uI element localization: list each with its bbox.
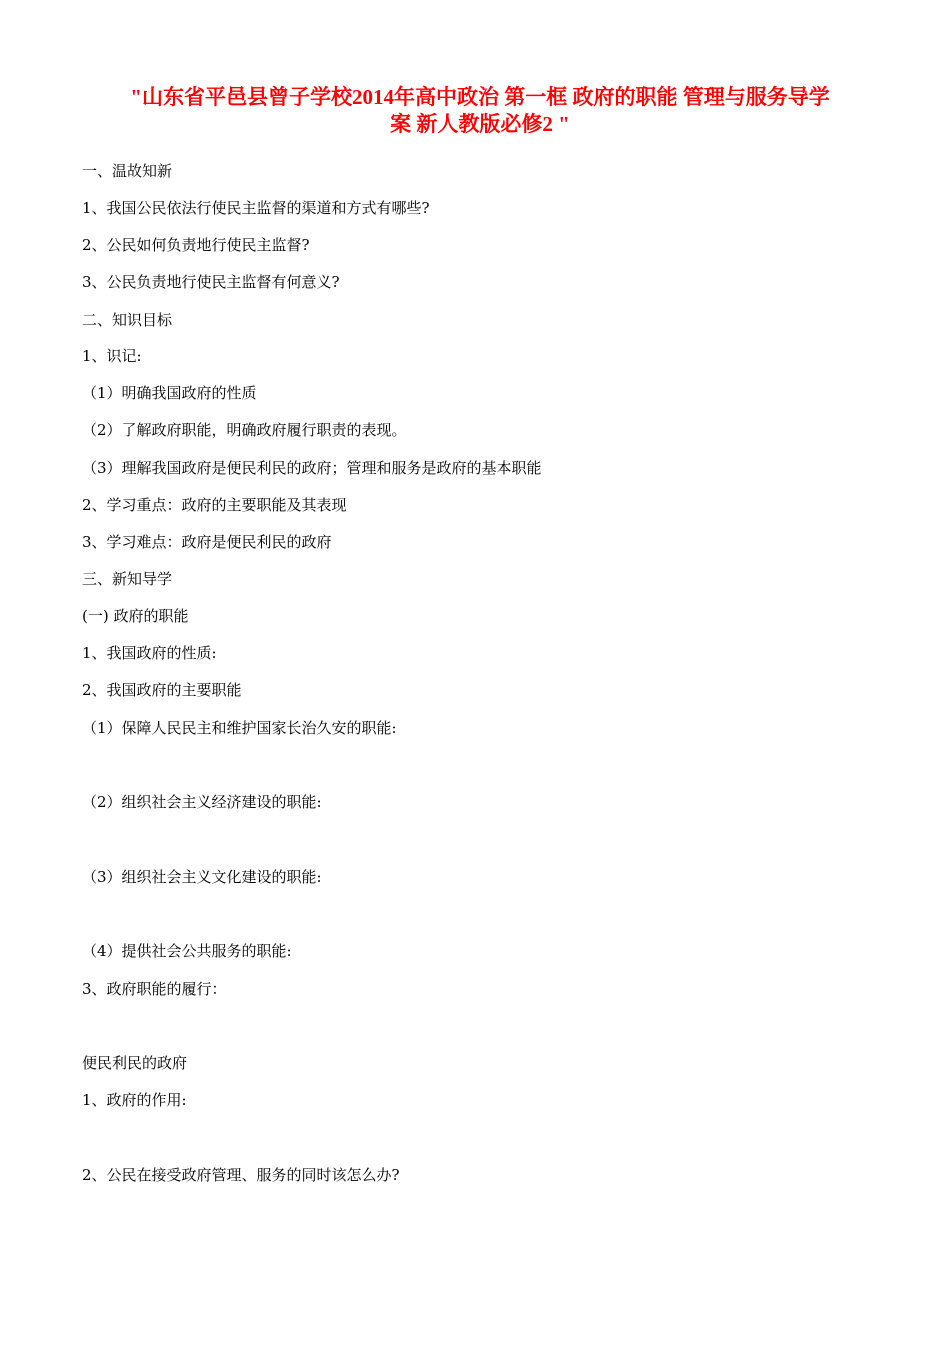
section-heading-new-knowledge: 三、新知导学	[82, 570, 173, 588]
question-government-role: 1、政府的作用:	[82, 1091, 187, 1109]
subsection-convenient-government: 便民利民的政府	[82, 1054, 188, 1072]
section-heading-goals: 二、知识目标	[82, 311, 173, 329]
question-citizen-response: 2、公民在接受政府管理、服务的同时该怎么办?	[82, 1166, 400, 1184]
function-item-4: （4）提供社会公共服务的职能:	[82, 942, 292, 960]
section-heading-review: 一、温故知新	[82, 162, 173, 180]
function-item-3: （3）组织社会主义文化建设的职能:	[82, 868, 322, 886]
goal-recall: 1、识记:	[82, 347, 142, 365]
difficult-point: 3、学习难点：政府是便民利民的政府	[82, 533, 332, 551]
goal-item-1: （1）明确我国政府的性质	[82, 384, 257, 402]
subsection-government-functions: (一) 政府的职能	[82, 607, 189, 625]
question-function-performance: 3、政府职能的履行：	[82, 980, 227, 998]
goal-item-2: （2）了解政府职能，明确政府履行职责的表现。	[82, 421, 407, 439]
question-main-functions: 2、我国政府的主要职能	[82, 681, 242, 699]
key-point: 2、学习重点：政府的主要职能及其表现	[82, 496, 347, 514]
question-government-nature: 1、我国政府的性质:	[82, 644, 217, 662]
function-item-2: （2）组织社会主义经济建设的职能:	[82, 793, 322, 811]
goal-item-3: （3）理解我国政府是便民利民的政府；管理和服务是政府的基本职能	[82, 459, 542, 477]
function-item-1: （1）保障人民民主和维护国家长治久安的职能:	[82, 719, 397, 737]
document-title-line-2: 案 新人教版必修2 "	[390, 112, 570, 136]
review-question-2: 2、公民如何负责地行使民主监督?	[82, 236, 310, 254]
review-question-1: 1、我国公民依法行使民主监督的渠道和方式有哪些?	[82, 199, 430, 217]
review-question-3: 3、公民负责地行使民主监督有何意义?	[82, 273, 340, 291]
document-title-line-1: "山东省平邑县曾子学校2014年高中政治 第一框 政府的职能 管理与服务导学	[130, 85, 830, 109]
